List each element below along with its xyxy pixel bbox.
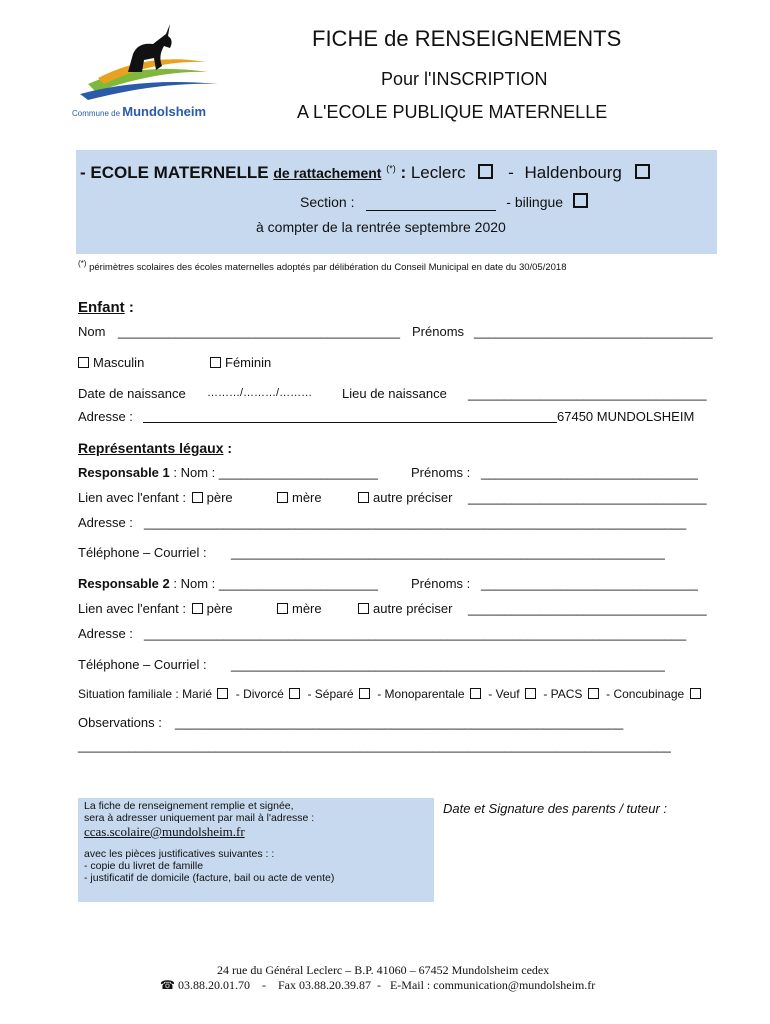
situation-veuf-label: - Veuf <box>488 687 520 701</box>
resp2-mere-checkbox[interactable] <box>277 603 288 614</box>
resp2-telephone-label: Téléphone – Courriel : <box>78 657 207 672</box>
bilingue-checkbox[interactable] <box>573 193 588 208</box>
situation-monoparentale-label: - Monoparentale <box>377 687 465 701</box>
resp1-adresse-label: Adresse : <box>78 515 133 530</box>
bilingue-label: - bilingue <box>506 194 564 210</box>
option-dash: - <box>508 163 514 182</box>
enfant-adresse-label: Adresse : <box>78 409 133 424</box>
observations-field-1[interactable]: ______________________________________________________________ <box>175 715 624 730</box>
resp2-pere-checkbox[interactable] <box>192 603 203 614</box>
resp1-pere-checkbox[interactable] <box>192 492 203 503</box>
resp2-nom-label: : Nom : <box>173 576 216 591</box>
page-subtitle-1: Pour l'INSCRIPTION <box>381 69 548 89</box>
enfant-adresse-field[interactable] <box>143 422 557 423</box>
rattachement-star: (*) <box>386 163 396 174</box>
representants-heading: Représentants légaux <box>78 440 224 456</box>
note-line-2: sera à adresser uniquement par mail à l'adresse : <box>84 812 315 824</box>
signature-label: Date et Signature des parents / tuteur : <box>443 801 668 816</box>
prenoms-field[interactable]: _________________________________ <box>474 324 713 339</box>
enfant-ville: 67450 MUNDOLSHEIM <box>557 409 695 424</box>
footnote-text: périmètres scolaires des écoles maternelles adoptés par délibération du Conseil Municipal en date du 30/05/2018 <box>89 262 567 274</box>
situation-divorce-checkbox[interactable] <box>289 688 300 699</box>
rentree-text: à compter de la rentrée septembre 2020 <box>256 219 506 235</box>
resp2-nom-field[interactable]: ______________________ <box>218 576 378 591</box>
situation-concubinage-label: - Concubinage <box>606 687 685 701</box>
situation-concubinage-checkbox[interactable] <box>690 688 701 699</box>
resp2-adresse-label: Adresse : <box>78 626 133 641</box>
nom-field[interactable]: _______________________________________ <box>118 324 400 339</box>
observations-label: Observations : <box>78 715 162 730</box>
situation-separe-checkbox[interactable] <box>359 688 370 699</box>
resp1-nom-label: : Nom : <box>173 465 216 480</box>
resp2-autre-field[interactable]: _________________________________ <box>468 601 707 616</box>
phone-icon: ☎ <box>160 978 175 992</box>
footer-address: 24 rue du Général Leclerc – B.P. 41060 – 67452 Mundolsheim cedex <box>217 963 550 977</box>
section-field[interactable] <box>366 194 496 211</box>
resp1-prenoms-field[interactable]: ______________________________ <box>481 465 698 480</box>
resp2-telephone-field[interactable]: ____________________________________________________________ <box>231 657 665 672</box>
situation-label: Situation familiale : <box>78 687 179 701</box>
option-leclerc-label: Leclerc <box>410 163 466 182</box>
page-title: FICHE de RENSEIGNEMENTS <box>312 26 622 51</box>
nom-label: Nom <box>78 324 106 339</box>
note-line-3: avec les pièces justificatives suivantes : : <box>84 848 275 860</box>
resp2-autre-checkbox[interactable] <box>358 603 369 614</box>
note-line-4: - copie du livret de famille <box>84 860 204 872</box>
note-line-1: La fiche de renseignement remplie et signée, <box>84 800 294 812</box>
resp2-autre-label: autre préciser <box>373 601 453 616</box>
resp1-adresse-field[interactable]: ___________________________________________________________________________ <box>144 515 687 530</box>
resp1-prenoms-label: Prénoms : <box>411 465 471 480</box>
situation-divorce-label: - Divorcé <box>235 687 284 701</box>
footer-contacts: 03.88.20.01.70 - Fax 03.88.20.39.87 - E-Mail : communication@mundolsheim.fr <box>177 978 596 992</box>
resp1-autre-checkbox[interactable] <box>358 492 369 503</box>
section-label: Section : <box>300 194 355 210</box>
resp2-adresse-field[interactable]: ___________________________________________________________________________ <box>144 626 687 641</box>
resp1-telephone-label: Téléphone – Courriel : <box>78 545 207 560</box>
resp1-pere-label: père <box>206 490 233 505</box>
school-label: - ECOLE MATERNELLE <box>80 163 269 182</box>
note-email-link[interactable]: ccas.scolaire@mundolsheim.fr <box>84 824 245 839</box>
situation-marie-label: Marié <box>182 687 213 701</box>
enfant-heading-colon: : <box>128 299 134 316</box>
page-subtitle-2: A L'ECOLE PUBLIQUE MATERNELLE <box>297 102 608 122</box>
situation-marie-checkbox[interactable] <box>217 688 228 699</box>
note-line-5: - justificatif de domicile (facture, bail ou acte de vente) <box>84 872 335 884</box>
rattachement-label: de rattachement <box>273 165 382 181</box>
resp1-lien-label: Lien avec l'enfant : <box>78 490 186 505</box>
resp2-lien-label: Lien avec l'enfant : <box>78 601 186 616</box>
commune-label: Commune de <box>72 109 121 118</box>
situation-veuf-checkbox[interactable] <box>525 688 536 699</box>
enfant-heading: Enfant <box>78 299 125 316</box>
situation-pacs-checkbox[interactable] <box>588 688 599 699</box>
feminin-checkbox[interactable] <box>210 357 221 368</box>
resp1-mere-checkbox[interactable] <box>277 492 288 503</box>
representants-heading-colon: : <box>227 440 233 456</box>
school-line <box>80 163 654 183</box>
resp2-mere-label: mère <box>292 601 322 616</box>
commune-name: Mundolsheim <box>122 104 207 119</box>
situation-pacs-label: - PACS <box>543 687 583 701</box>
situation-separe-label: - Séparé <box>307 687 354 701</box>
resp2-prenoms-field[interactable]: ______________________________ <box>481 576 698 591</box>
situation-monoparentale-checkbox[interactable] <box>470 688 481 699</box>
resp1-mere-label: mère <box>292 490 322 505</box>
resp2-label: Responsable 2 <box>78 576 170 591</box>
feminin-label: Féminin <box>225 355 272 370</box>
masculin-checkbox[interactable] <box>78 357 89 368</box>
resp1-label: Responsable 1 <box>78 465 170 480</box>
resp1-nom-field[interactable]: ______________________ <box>218 465 378 480</box>
resp2-pere-label: père <box>206 601 233 616</box>
resp1-autre-label: autre préciser <box>373 490 453 505</box>
date-naissance-label: Date de naissance <box>78 386 186 401</box>
observations-field-2[interactable]: __________________________________________________________________________________ <box>78 738 671 753</box>
haldenbourg-checkbox[interactable] <box>635 164 650 179</box>
resp1-autre-field[interactable]: _________________________________ <box>468 490 707 505</box>
prenoms-label: Prénoms <box>412 324 465 339</box>
option-haldenbourg-label: Haldenbourg <box>524 163 622 182</box>
situation-familiale-row <box>78 687 705 701</box>
date-naissance-field[interactable]: ………/………/……… <box>207 387 313 399</box>
leclerc-checkbox[interactable] <box>478 164 493 179</box>
lieu-naissance-field[interactable]: _________________________________ <box>468 386 707 401</box>
resp1-telephone-field[interactable]: ____________________________________________________________ <box>231 545 665 560</box>
school-colon: : <box>400 163 407 182</box>
resp2-prenoms-label: Prénoms : <box>411 576 471 591</box>
masculin-label: Masculin <box>93 355 145 370</box>
logo <box>58 22 228 122</box>
footnote-star: (*) <box>78 259 87 268</box>
lieu-naissance-label: Lieu de naissance <box>342 386 447 401</box>
